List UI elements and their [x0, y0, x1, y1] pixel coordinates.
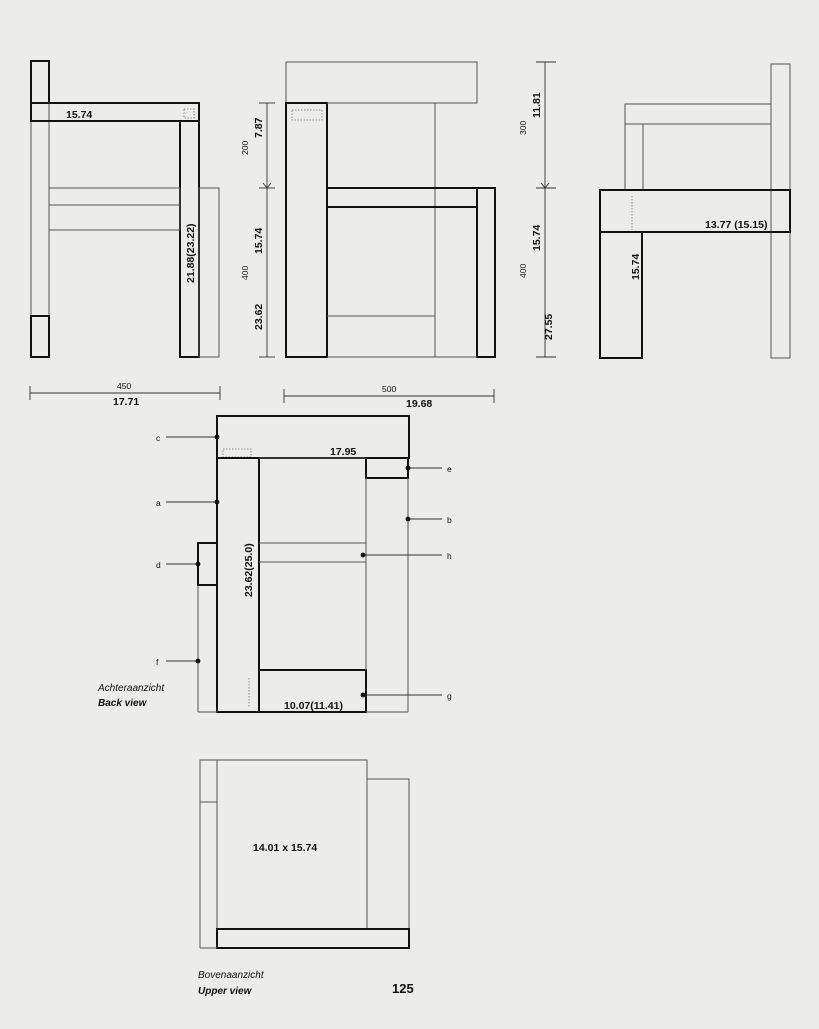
- page-number: 125: [392, 981, 414, 996]
- back-panel-height: 23.62(25.0): [243, 543, 255, 597]
- right-leg-height: 15.74: [630, 253, 642, 280]
- leader-c: [156, 433, 219, 443]
- right-total-height-in: 27.55: [543, 313, 555, 340]
- back-caption-en: Back view: [98, 698, 147, 709]
- label-c: c: [156, 433, 161, 443]
- leader-b: [406, 515, 452, 525]
- front-seat-height-in: 15.74: [253, 227, 265, 254]
- back-bottom-width: 10.07(11.41): [284, 700, 343, 712]
- label-f: f: [156, 657, 159, 667]
- front-back-height-in: 7.87: [253, 117, 265, 138]
- front-view: [240, 62, 495, 410]
- label-a: a: [156, 498, 161, 508]
- right-seat-depth: 13.77 (15.15): [705, 219, 768, 231]
- side-left-width-in: 17.71: [113, 396, 140, 408]
- right-back-height-in: 11.81: [531, 92, 543, 118]
- front-total-height-in: 23.62: [253, 303, 265, 330]
- leader-a: [156, 498, 219, 508]
- front-width-in: 19.68: [406, 398, 433, 410]
- back-caption-nl: Achteraanzicht: [98, 683, 165, 694]
- label-b: b: [447, 515, 452, 525]
- side-left-leg-height: 21.88(23.22): [185, 223, 197, 283]
- label-e: e: [447, 464, 452, 474]
- label-g: g: [447, 691, 452, 701]
- side-left-seat-depth: 15.74: [66, 109, 93, 121]
- front-back-height-mm: 200: [240, 140, 250, 155]
- leader-f: [156, 657, 200, 667]
- front-width-mm: 500: [382, 384, 397, 394]
- label-h: h: [447, 551, 452, 561]
- label-d: d: [156, 560, 161, 570]
- back-top-width: 17.95: [330, 446, 357, 458]
- leader-e: [406, 464, 452, 474]
- side-view-left: [30, 61, 220, 408]
- upper-size: 14.01 x 15.74: [253, 842, 318, 854]
- leader-d: [156, 560, 200, 570]
- right-seat-height-in: 15.74: [531, 224, 543, 251]
- side-view-right: [518, 62, 790, 358]
- side-left-width-mm: 450: [117, 381, 132, 391]
- upper-caption-en: Upper view: [198, 986, 252, 997]
- right-seat-height-mm: 400: [518, 263, 528, 278]
- front-seat-height-mm: 400: [240, 265, 250, 280]
- leader-g: [361, 691, 452, 701]
- right-back-height-mm: 300: [518, 120, 528, 135]
- upper-view: [198, 760, 409, 997]
- leader-h: [361, 551, 452, 561]
- back-view: [97, 416, 452, 712]
- upper-caption-nl: Bovenaanzicht: [198, 970, 264, 981]
